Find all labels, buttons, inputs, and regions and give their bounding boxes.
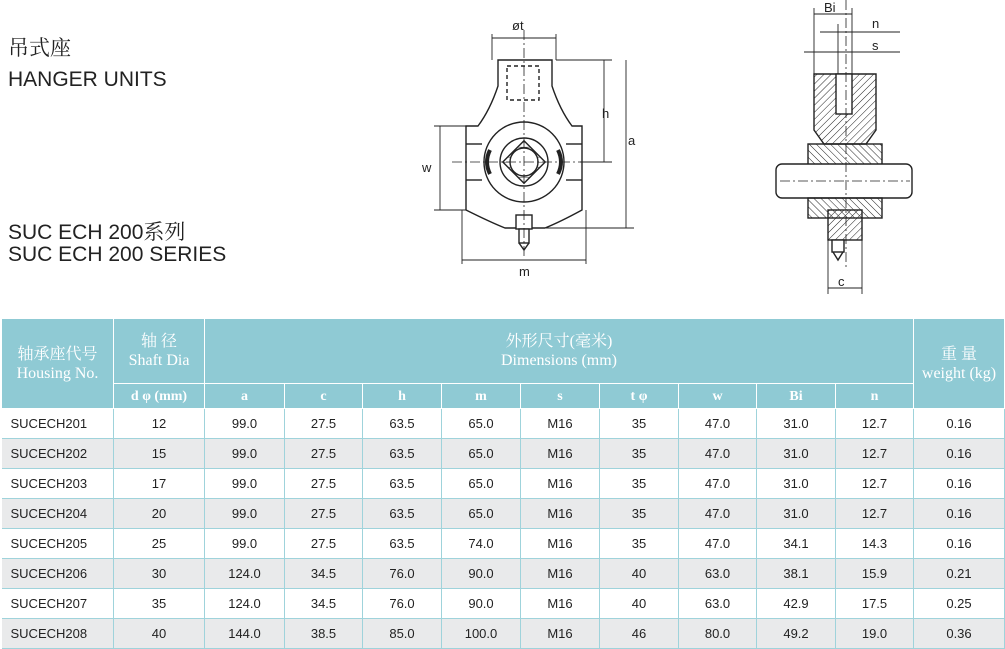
cell-bi: 38.1 xyxy=(757,559,836,589)
cell-h: 76.0 xyxy=(363,589,442,619)
technical-drawing xyxy=(0,0,1005,318)
table-row xyxy=(2,619,1005,649)
cell-bi: 31.0 xyxy=(757,469,836,499)
side-view xyxy=(776,0,912,270)
cell-weight: 0.16 xyxy=(914,529,1005,559)
header-housing-cn: 轴承座代号 xyxy=(17,345,98,363)
cell-housing-no: SUCECH204 xyxy=(2,499,114,529)
cell-housing-no: SUCECH207 xyxy=(2,589,114,619)
cell-h: 85.0 xyxy=(363,619,442,649)
cell-m: 65.0 xyxy=(442,439,521,469)
table-row xyxy=(2,469,1005,499)
header-dimensions-en: Dimensions (mm) xyxy=(501,352,617,369)
cell-c: 27.5 xyxy=(285,499,363,529)
cell-weight: 0.16 xyxy=(914,409,1005,439)
cell-a: 99.0 xyxy=(205,409,285,439)
cell-w: 80.0 xyxy=(679,619,757,649)
cell-c: 34.5 xyxy=(285,559,363,589)
cell-s: M16 xyxy=(521,469,600,499)
cell-m: 90.0 xyxy=(442,559,521,589)
cell-s: M16 xyxy=(521,499,600,529)
header-weight xyxy=(914,319,1005,409)
cell-weight: 0.21 xyxy=(914,559,1005,589)
cell-shaft-dia: 25 xyxy=(114,529,205,559)
cell-s: M16 xyxy=(521,619,600,649)
header-s: s xyxy=(521,384,600,409)
cell-t: 35 xyxy=(600,529,679,559)
dim-label-s: s xyxy=(872,38,879,53)
cell-m: 74.0 xyxy=(442,529,521,559)
dimensions-table xyxy=(1,318,1005,649)
cell-a: 99.0 xyxy=(205,439,285,469)
header-weight-cn: 重 量 xyxy=(940,345,977,363)
dim-label-n: n xyxy=(872,16,880,31)
cell-s: M16 xyxy=(521,409,600,439)
cell-n: 17.5 xyxy=(836,589,914,619)
table-row xyxy=(2,589,1005,619)
cell-m: 65.0 xyxy=(442,469,521,499)
cell-w: 47.0 xyxy=(679,439,757,469)
header-housing xyxy=(2,319,114,409)
cell-c: 27.5 xyxy=(285,439,363,469)
header-m: m xyxy=(442,384,521,409)
cell-shaft-dia: 12 xyxy=(114,409,205,439)
cell-a: 99.0 xyxy=(205,529,285,559)
cell-housing-no: SUCECH202 xyxy=(2,439,114,469)
cell-n: 14.3 xyxy=(836,529,914,559)
cell-c: 38.5 xyxy=(285,619,363,649)
cell-t: 35 xyxy=(600,469,679,499)
cell-n: 12.7 xyxy=(836,409,914,439)
cell-weight: 0.16 xyxy=(914,499,1005,529)
cell-housing-no: SUCECH208 xyxy=(2,619,114,649)
cell-bi: 31.0 xyxy=(757,409,836,439)
dim-label-a: a xyxy=(628,133,636,148)
cell-t: 40 xyxy=(600,559,679,589)
cell-weight: 0.36 xyxy=(914,619,1005,649)
cell-h: 76.0 xyxy=(363,559,442,589)
cell-w: 47.0 xyxy=(679,409,757,439)
dim-label-t: øt xyxy=(512,18,524,33)
header-c: c xyxy=(285,384,363,409)
table-row xyxy=(2,529,1005,559)
header-shaft-en: Shaft Dia xyxy=(128,352,190,369)
cell-n: 12.7 xyxy=(836,499,914,529)
cell-t: 35 xyxy=(600,409,679,439)
cell-bi: 42.9 xyxy=(757,589,836,619)
cell-bi: 31.0 xyxy=(757,499,836,529)
title-en: HANGER UNITS xyxy=(8,68,167,91)
cell-w: 63.0 xyxy=(679,589,757,619)
cell-shaft-dia: 15 xyxy=(114,439,205,469)
cell-shaft-dia: 40 xyxy=(114,619,205,649)
cell-t: 46 xyxy=(600,619,679,649)
header-dimensions-cn: 外形尺寸(毫米) xyxy=(505,333,613,350)
cell-s: M16 xyxy=(521,439,600,469)
table-row xyxy=(2,559,1005,589)
front-view xyxy=(452,30,598,258)
cell-h: 63.5 xyxy=(363,529,442,559)
header-h: h xyxy=(363,384,442,409)
cell-a: 144.0 xyxy=(205,619,285,649)
header-bi: Bi xyxy=(757,384,836,409)
cell-weight: 0.16 xyxy=(914,469,1005,499)
cell-s: M16 xyxy=(521,589,600,619)
cell-t: 40 xyxy=(600,589,679,619)
header-dimensions xyxy=(205,319,914,384)
cell-w: 47.0 xyxy=(679,499,757,529)
header-shaft-cn: 轴 径 xyxy=(140,333,177,350)
dim-label-bi: Bi xyxy=(824,0,836,15)
series-cn: SUC ECH 200系列 xyxy=(8,221,186,244)
cell-bi: 31.0 xyxy=(757,439,836,469)
cell-weight: 0.25 xyxy=(914,589,1005,619)
cell-c: 27.5 xyxy=(285,529,363,559)
cell-m: 65.0 xyxy=(442,409,521,439)
cell-a: 124.0 xyxy=(205,589,285,619)
dim-label-h: h xyxy=(602,106,610,121)
cell-w: 47.0 xyxy=(679,469,757,499)
header-w: w xyxy=(679,384,757,409)
series-en: SUC ECH 200 SERIES xyxy=(8,243,227,266)
cell-m: 100.0 xyxy=(442,619,521,649)
table-row xyxy=(2,499,1005,529)
cell-s: M16 xyxy=(521,559,600,589)
cell-h: 63.5 xyxy=(363,409,442,439)
cell-h: 63.5 xyxy=(363,439,442,469)
cell-housing-no: SUCECH206 xyxy=(2,559,114,589)
cell-n: 12.7 xyxy=(836,469,914,499)
table-row xyxy=(2,439,1005,469)
cell-m: 90.0 xyxy=(442,589,521,619)
cell-t: 35 xyxy=(600,499,679,529)
title-cn: 吊式座 xyxy=(8,37,71,60)
cell-shaft-dia: 17 xyxy=(114,469,205,499)
cell-w: 63.0 xyxy=(679,559,757,589)
dim-label-c: c xyxy=(838,274,845,289)
dim-label-m: m xyxy=(519,264,530,279)
cell-t: 35 xyxy=(600,439,679,469)
cell-a: 99.0 xyxy=(205,469,285,499)
header-a: a xyxy=(205,384,285,409)
cell-m: 65.0 xyxy=(442,499,521,529)
header-n: n xyxy=(836,384,914,409)
cell-c: 27.5 xyxy=(285,409,363,439)
cell-shaft-dia: 35 xyxy=(114,589,205,619)
cell-n: 12.7 xyxy=(836,439,914,469)
header-weight-en: weight (kg) xyxy=(921,364,997,382)
cell-bi: 34.1 xyxy=(757,529,836,559)
cell-n: 19.0 xyxy=(836,619,914,649)
cell-shaft-dia: 30 xyxy=(114,559,205,589)
table-row xyxy=(2,409,1005,439)
cell-bi: 49.2 xyxy=(757,619,836,649)
cell-c: 27.5 xyxy=(285,469,363,499)
cell-w: 47.0 xyxy=(679,529,757,559)
cell-housing-no: SUCECH201 xyxy=(2,409,114,439)
cell-weight: 0.16 xyxy=(914,439,1005,469)
cell-a: 99.0 xyxy=(205,499,285,529)
cell-h: 63.5 xyxy=(363,499,442,529)
cell-s: M16 xyxy=(521,529,600,559)
cell-n: 15.9 xyxy=(836,559,914,589)
cell-housing-no: SUCECH205 xyxy=(2,529,114,559)
header-shaft-unit: d φ (mm) xyxy=(114,384,205,409)
cell-h: 63.5 xyxy=(363,469,442,499)
cell-c: 34.5 xyxy=(285,589,363,619)
dim-label-w: w xyxy=(422,160,432,175)
header-t: t φ xyxy=(600,384,679,409)
cell-shaft-dia: 20 xyxy=(114,499,205,529)
cell-a: 124.0 xyxy=(205,559,285,589)
header-shaft xyxy=(114,319,205,384)
cell-housing-no: SUCECH203 xyxy=(2,469,114,499)
header-housing-en: Housing No. xyxy=(16,364,99,382)
